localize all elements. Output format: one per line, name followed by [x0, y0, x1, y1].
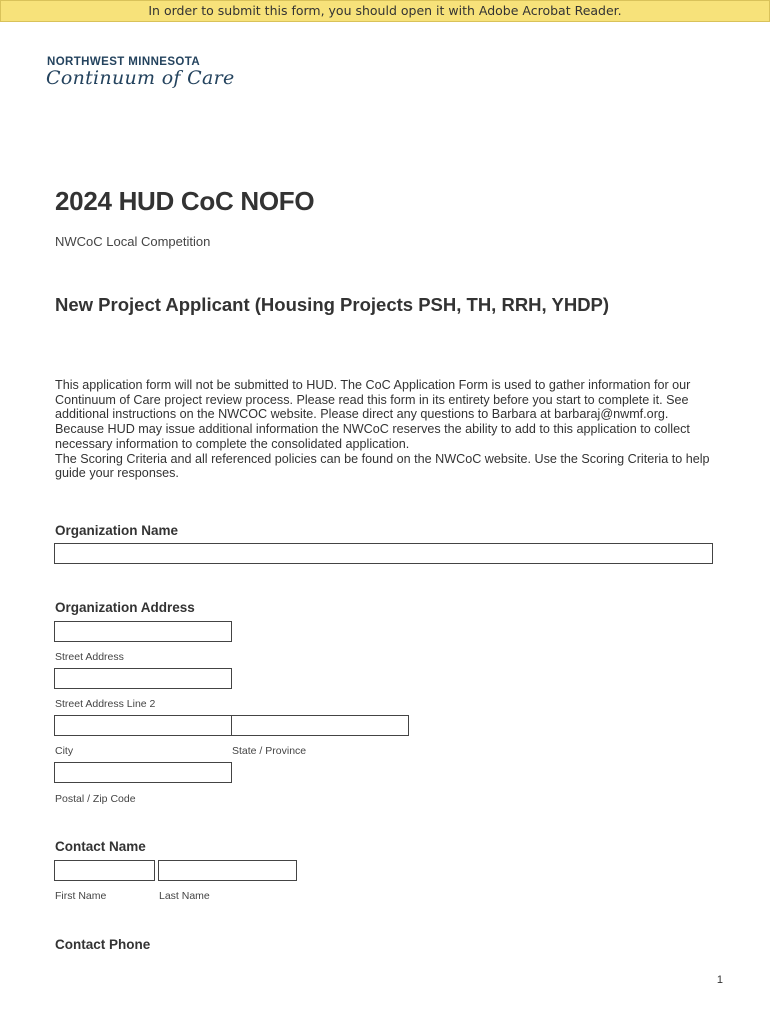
section-title: New Project Applicant (Housing Projects PSH, TH, RRH, YHDP) [55, 294, 610, 315]
city-input[interactable] [54, 715, 232, 736]
first-name-sublabel: First Name [55, 890, 107, 902]
org-name-input[interactable] [54, 543, 713, 564]
street-address-input[interactable] [54, 621, 232, 642]
intro-paragraph: Because HUD may issue additional information the NWCoC reserves the ability to add to this application to collect necessary information to complete the consolidated application. [55, 422, 690, 451]
page-title: 2024 HUD CoC NOFO [55, 186, 315, 216]
zip-input[interactable] [54, 762, 232, 783]
last-name-sublabel: Last Name [159, 890, 210, 902]
intro-paragraph: This application form will not be submitted to HUD. The CoC Application Form is used to gather information for our Continuum of Care project review process. Please read this form in its entirety before you start to complete it. See additional instructions on the NWCOC website. Please direct any questions to Barbara at barbaraj@nwmf.org. [55, 378, 691, 422]
acrobat-notice-banner: In order to submit this form, you should open it with Adobe Acrobat Reader. [0, 0, 770, 22]
org-name-label: Organization Name [55, 523, 179, 538]
street-address-line2-sublabel: Street Address Line 2 [55, 698, 156, 710]
intro-paragraph: The Scoring Criteria and all referenced policies can be found on the NWCoC website. Use the Scoring Criteria to help guide your responses. [55, 451, 710, 481]
contact-phone-label: Contact Phone [55, 937, 151, 952]
street-address-line2-input[interactable] [54, 668, 232, 689]
zip-sublabel: Postal / Zip Code [55, 793, 136, 805]
state-input[interactable] [231, 715, 409, 736]
street-address-sublabel: Street Address [55, 651, 124, 663]
intro-text [55, 378, 715, 481]
logo-tagline: Continuum of Care [46, 67, 235, 89]
logo-org-name: NORTHWEST MINNESOTA [47, 56, 201, 68]
page-number: 1 [716, 974, 723, 986]
contact-name-label: Contact Name [55, 839, 146, 854]
city-sublabel: City [55, 745, 74, 757]
last-name-input[interactable] [158, 860, 297, 881]
page-subtitle: NWCoC Local Competition [55, 234, 211, 249]
first-name-input[interactable] [54, 860, 155, 881]
org-address-label: Organization Address [55, 600, 195, 615]
state-sublabel: State / Province [232, 745, 307, 757]
